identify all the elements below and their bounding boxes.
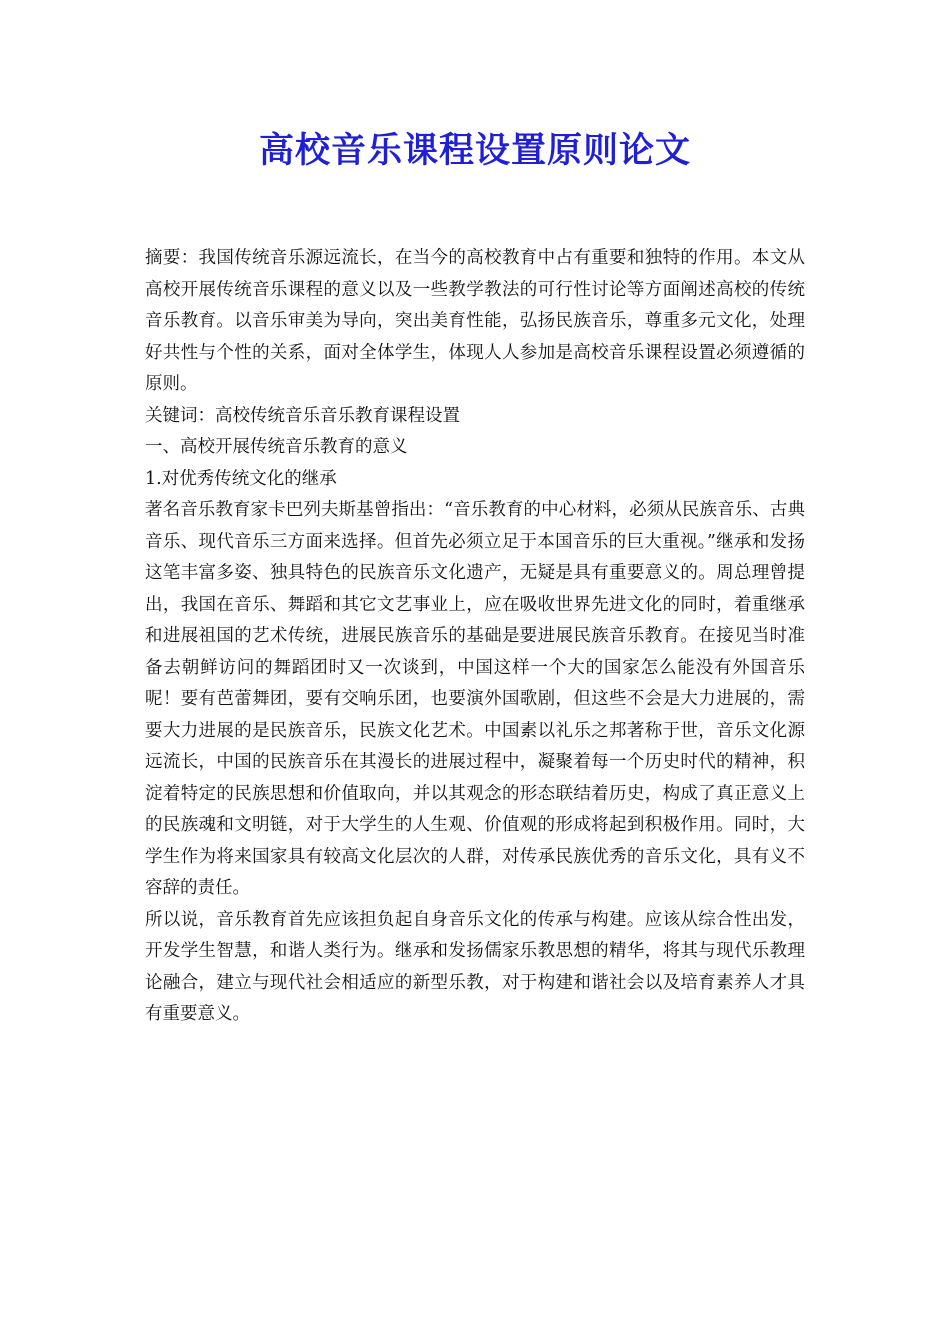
section-heading: 一、高校开展传统音乐教育的意义 [145, 437, 408, 457]
body-paragraph: 所以说，音乐教育首先应该担负起自身音乐文化的传承与构建。应该从综合性出发，开发学生智慧，和谐人类行为。继承和发扬儒家乐教思想的精华，将其与现代乐教理论融合，建立与现代社会相适应的新型乐教，对于构建和谐社会以及培育素养人才具有重要意义。 [145, 909, 805, 1024]
keywords-line: 关键词：高校传统音乐音乐教育课程设置 [145, 405, 460, 426]
document-body [145, 243, 805, 1031]
subsection-heading: 1.对优秀传统文化的继承 [145, 468, 337, 489]
abstract-paragraph: 摘要：我国传统音乐源远流长，在当今的高校教育中占有重要和独特的作用。本文从高校开展传统音乐课程的意义以及一些教学教法的可行性讨论等方面阐述高校的传统音乐教育。以音乐审美为导向，突出美育性能，弘扬民族音乐，尊重多元文化，处理好共性与个性的关系，面对全体学生，体现人人参加是高校音乐课程设置必须遵循的原则。 [145, 248, 805, 394]
body-paragraph: 著名音乐教育家卡巴列夫斯基曾指出：“音乐教育的中心材料，必须从民族音乐、古典音乐、现代音乐三方面来选择。但首先必须立足于本国音乐的巨大重视。”继承和发扬这笔丰富多姿、独具特色的民族音乐文化遗产，无疑是具有重要意义的。周总理曾提出，我国在音乐、舞蹈和其它文艺事业上，应在吸收世界先进文化的同时，着重继承和进展祖国的艺术传统，进展民族音乐的基础是要进展民族音乐教育。在接见当时准备去朝鲜访问的舞蹈团时又一次谈到，中国这样一个大的国家怎么能没有外国音乐呢！要有芭蕾舞团，要有交响乐团，也要演外国歌剧，但这些不会是大力进展的，需要大力进展的是民族音乐，民族文化艺术。中国素以礼乐之邦著称于世，音乐文化源远流长，中国的民族音乐在其漫长的进展过程中，凝聚着每一个历史时代的精神，积淀着特定的民族思想和价值取向，并以其观念的形态联结着历史，构成了真正意义上的民族魂和文明链，对于大学生的人生观、价值观的形成将起到积极作用。同时，大学生作为将来国家具有较高文化层次的人群，对传承民族优秀的音乐文化，具有义不容辞的责任。 [145, 500, 805, 898]
document-title: 高校音乐课程设置原则论文 [258, 131, 691, 171]
